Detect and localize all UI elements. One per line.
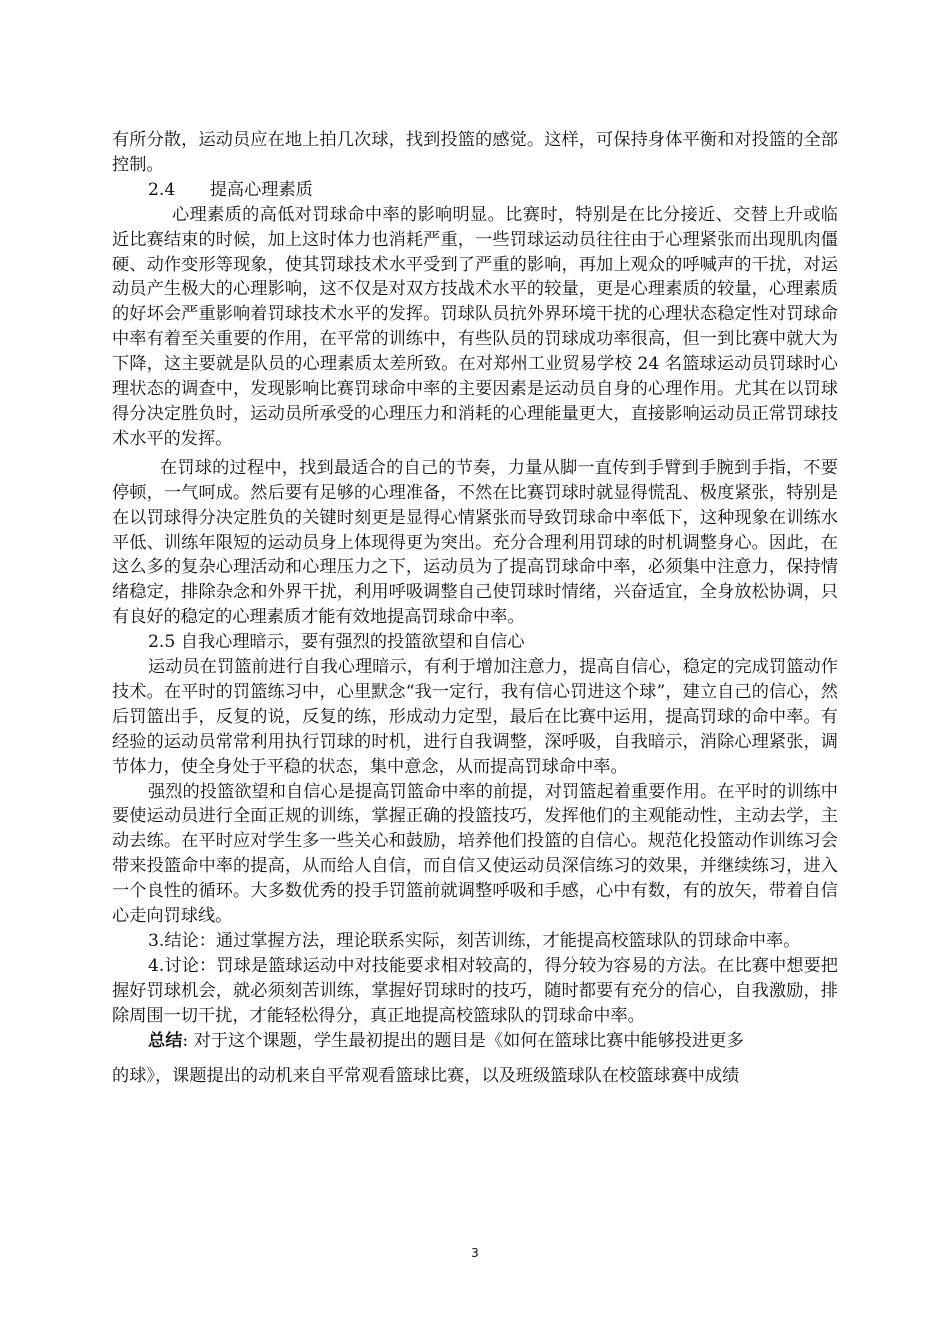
summary-first-text: : 对于这个课题，学生最初提出的题目是《如何在篮球比赛中能够投进更多	[182, 1030, 744, 1051]
paragraph-self-suggestion: 运动员在罚篮前进行自我心理暗示，有利于增加注意力，提高自信心，稳定的完成罚篮动作技术。在平时的罚篮练习中，心里默念“我一定行，我有信心罚进这个球”，建立自己的信心，然后罚篮出手，反复的说，反复的练，形成动力定型，最后在比赛中运用，提高罚球的命中率。有经验的运动员常常利用执行罚球的时机，进行自我调整，深呼吸，自我暗示，消除心理紧张，调节体力，使全身处于平稳的状态，集中意念，从而提高罚球命中率。	[112, 657, 838, 777]
discussion-paragraph: 4.讨论：罚球是篮球运动中对技能要求相对较高的，得分较为容易的方法。在比赛中想要把握好罚球机会，就必须刻苦训练，掌握好罚球时的技巧，随时都要有充分的信心，自我激励，排除周围一切干扰，才能轻松得分，真正地提高校篮球队的罚球命中率。	[112, 955, 838, 1026]
conclusion-paragraph: 3.结论：通过掌握方法，理论联系实际，刻苦训练，才能提高校篮球队的罚球命中率。	[148, 931, 801, 951]
paragraph-confidence: 强烈的投篮欲望和自信心是提高罚篮命中率的前提，对罚篮起着重要作用。在平时的训练中要使运动员进行全面正规的训练，掌握正确的投篮技巧，发挥他们的主观能动性，主动去学，主动去练。在平时应对学生多一些关心和鼓励，培养他们投篮的自信心。规范化投篮动作训练习会带来投篮命中率的提高，从而给人自信，而自信又使运动员深信练习的效果，并继续练习，进入一个良性的循环。大多数优秀的投手罚篮前就调整呼吸和手感，心中有数，有的放矢，带着自信心走向罚球线。	[112, 781, 838, 927]
summary-last-line: 的球》，课题提出的动机来自平常观看篮球比赛，以及班级篮球队在校篮球赛中成绩	[112, 1065, 740, 1086]
paragraph-rhythm: 在罚球的过程中，找到最适合的自己的节奏，力量从脚一直传到手臂到手腕到手指，不要停顿，一气呵成。然后要有足够的心理准备，不然在比赛罚球时就显得慌乱、极度紧张，特别是在以罚球得分决定胜负的关键时刻更是显得心情紧张而导致罚球命中率低下，这种现象在训练水平低、训练年限短的运动员身上体现得更为突出。充分合理利用罚球的时机调整身心。因此，在这么多的复杂心理活动和心理压力之下，运动员为了提高罚球命中率，必须集中注意力，保持情绪稳定，排除杂念和外界干扰，利用呼吸调整自己使罚球时情绪，兴奋适宜，全身放松协调，只有良好的稳定的心理素质才能有效地提高罚球命中率。	[112, 457, 838, 628]
section-heading-2-4: 2.4 提高心理素质	[148, 179, 313, 200]
paragraph-continuation: 有所分散，运动员应在地上拍几次球，找到投篮的感觉。这样，可保持身体平衡和对投篮的全部控制。	[112, 130, 838, 175]
page-number: 3	[471, 1246, 479, 1260]
summary-first-line	[112, 1029, 838, 1054]
summary-term: 总结	[148, 1030, 183, 1051]
section-heading-2-5: 2.5 自我心理暗示，要有强烈的投篮欲望和自信心	[148, 632, 525, 653]
paragraph-psychology: 心理素质的高低对罚球命中率的影响明显。比赛时，特别是在比分接近、交替上升或临近比赛结束的时候，加上这时体力也消耗严重，一些罚球运动员往往由于心理紧张而出现肌肉僵硬、动作变形等现象，使其罚球技术水平受到了严重的影响，再加上观众的呼喊声的干扰，对运动员产生极大的心理影响，这不仅是对双方技战术水平的较量，更是心理素质的较量，心理素质的好坏会严重影响着罚球技术水平的发挥。罚球队员抗外界环境干扰的心理状态稳定性对罚球命中率有着至关重要的作用，在平常的训练中，有些队员的罚球成功率很高，但一到比赛中就大为下降，这主要就是队员的心理素质太差所致。在对郑州工业贸易学校 24 名篮球运动员罚球时心理状态的调查中，发现影响比赛罚球命中率的主要因素是运动员自身的心理作用。尤其在以罚球得分决定胜负时，运动员所承受的心理压力和消耗的心理能量更大，直接影响运动员正常罚球技术水平的发挥。	[112, 204, 838, 449]
body-text	[112, 128, 838, 1088]
